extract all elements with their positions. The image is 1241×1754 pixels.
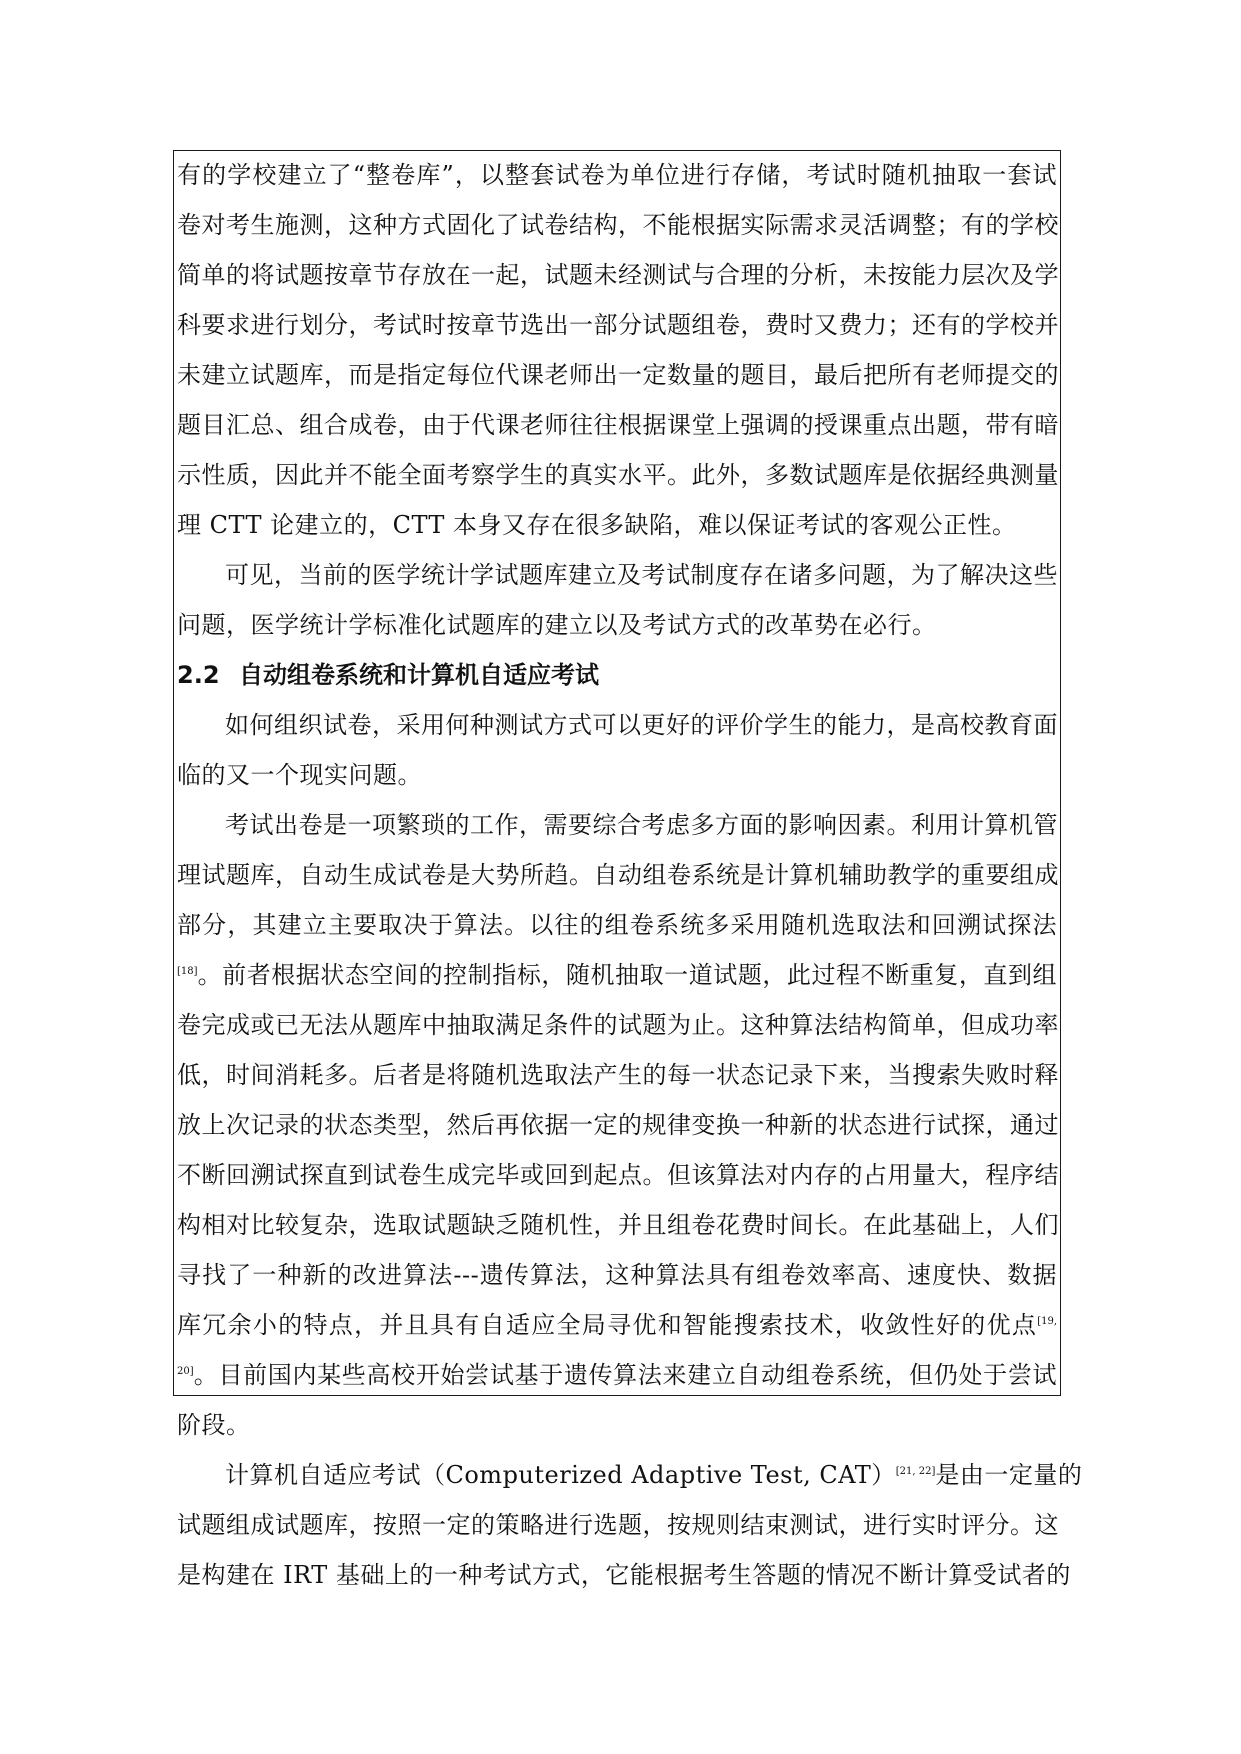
paragraph-2-line-2: 问题，医学统计学标准化试题库的建立以及考试方式的改革势在必行。 — [177, 611, 937, 639]
paragraph-1-line-5: 未建立试题库，而是指定每位代课老师出一定数量的题目，最后把所有老师提交的 — [177, 361, 1059, 389]
paragraph-4-line-10: 寻找了一种新的改进算法---遗传算法，这种算法具有组卷效率高、速度快、数据 — [177, 1261, 1057, 1289]
paragraph-4-line-4 — [177, 950, 1057, 1000]
paragraph-4-line-13: 阶段。 — [177, 1411, 251, 1439]
paragraph-3-line-1: 如何组织试卷，采用何种测试方式可以更好的评价学生的能力，是高校教育面 — [225, 711, 1058, 739]
paragraph-4-line-7: 放上次记录的状态类型，然后再依据一定的规律变换一种新的状态进行试探，通过 — [177, 1111, 1059, 1139]
paragraph-4-line-11 — [177, 1300, 1057, 1350]
paragraph-4-line-4-text: 。前者根据状态空间的控制指标，随机抽取一道试题，此过程不断重复，直到组 — [197, 961, 1057, 989]
paragraph-4-line-11-text: 库冗余小的特点，并且具有自适应全局寻优和智能搜索技术，收敛性好的优点 — [177, 1311, 1038, 1339]
paragraph-2-line-1: 可见，当前的医学统计学试题库建立及考试制度存在诸多问题，为了解决这些 — [225, 561, 1058, 589]
citation-19: [19, — [1037, 1316, 1057, 1327]
section-title: 自动组卷系统和计算机自适应考试 — [239, 661, 599, 689]
paragraph-4-line-9: 构相对比较复杂，选取试题缺乏随机性，并且组卷花费时间长。在此基础上，人们 — [177, 1211, 1059, 1239]
paragraph-1-line-4: 科要求进行划分，考试时按章节选出一部分试题组卷，费时又费力；还有的学校并 — [177, 311, 1059, 339]
paragraph-1-line-1: 有的学校建立了“整卷库”，以整套试卷为单位进行存储，考试时随机抽取一套试 — [177, 161, 1057, 189]
paragraph-4-line-8: 不断回溯试探直到试卷生成完毕或回到起点。但该算法对内存的占用量大，程序结 — [177, 1161, 1059, 1189]
citation-21-22: [21, 22] — [895, 1466, 936, 1477]
paragraph-1-line-8: 理 CTT 论建立的，CTT 本身又存在很多缺陷，难以保证考试的客观公正性。 — [177, 511, 1017, 539]
paragraph-5-line-1-text: 计算机自适应考试（Computerized Adaptive Test, CAT） — [225, 1461, 896, 1489]
section-number: 2.2 — [177, 661, 220, 689]
paragraph-4-line-1: 考试出卷是一项繁琐的工作，需要综合考虑多方面的影响因素。利用计算机管 — [225, 811, 1058, 839]
paragraph-1-line-2: 卷对考生施测，这种方式固化了试卷结构，不能根据实际需求灵活调整；有的学校 — [177, 211, 1059, 239]
paragraph-5-line-2: 试题组成试题库，按照一定的策略进行选题，按规则结束测试，进行实时评分。这 — [177, 1511, 1059, 1539]
paragraph-3-line-2: 临的又一个现实问题。 — [177, 761, 422, 789]
paragraph-4-line-12-text: 。目前国内某些高校开始尝试基于遗传算法来建立自动组卷系统，但仍处于尝试 — [193, 1361, 1057, 1389]
citation-20: 20] — [177, 1366, 194, 1377]
paragraph-4-line-12 — [177, 1350, 1057, 1400]
paragraph-4-line-2: 理试题库，自动生成试卷是大势所趋。自动组卷系统是计算机辅助教学的重要组成 — [177, 861, 1059, 889]
citation-18: [18] — [177, 966, 198, 977]
paragraph-5-line-1-tail: 是由一定量的 — [935, 1461, 1083, 1489]
paragraph-5-line-3: 是构建在 IRT 基础上的一种考试方式，它能根据考生答题的情况不断计算受试者的 — [177, 1561, 1071, 1589]
paragraph-1-line-3: 简单的将试题按章节存放在一起，试题未经测试与合理的分析，未按能力层次及学 — [177, 261, 1059, 289]
paragraph-4-line-6: 低，时间消耗多。后者是将随机选取法产生的每一状态记录下来，当搜索失败时释 — [177, 1061, 1059, 1089]
section-heading — [177, 650, 599, 700]
paragraph-4-line-3: 部分，其建立主要取决于算法。以往的组卷系统多采用随机选取法和回溯试探法 — [177, 911, 1057, 939]
paragraph-1-line-6: 题目汇总、组合成卷，由于代课老师往往根据课堂上强调的授课重点出题，带有暗 — [177, 411, 1059, 439]
paragraph-5-line-1 — [177, 1450, 1083, 1500]
paragraph-1-line-7: 示性质，因此并不能全面考察学生的真实水平。此外，多数试题库是依据经典测量 — [177, 461, 1059, 489]
paragraph-4-line-5: 卷完成或已无法从题库中抽取满足条件的试题为止。这种算法结构简单，但成功率 — [177, 1011, 1059, 1039]
